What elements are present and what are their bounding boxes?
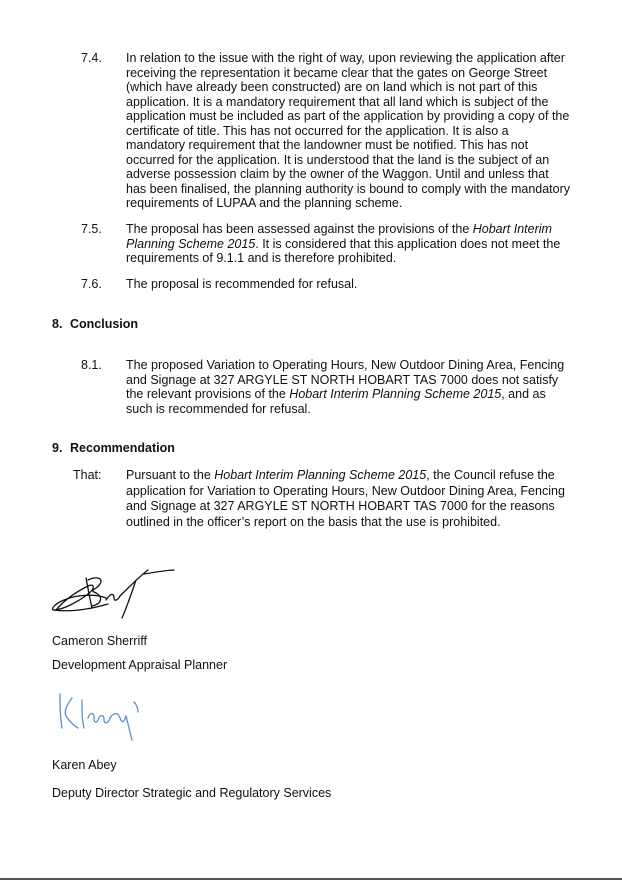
text-segment: The proposal has been assessed against the provisions of the xyxy=(126,222,473,236)
scheme-name: Hobart Interim Planning Scheme 2015 xyxy=(126,222,552,251)
scheme-name: Hobart Interim Planning Scheme 2015 xyxy=(214,468,427,482)
section-heading-recommendation xyxy=(52,441,175,456)
section-heading-conclusion xyxy=(52,317,138,332)
recommendation-body xyxy=(73,468,573,530)
paragraph-7-4 xyxy=(81,51,571,211)
signature-cameron-sherriff xyxy=(48,566,180,626)
section-title: Recommendation xyxy=(70,441,175,455)
paragraph-text: In relation to the issue with the right of way, upon reviewing the application after receiving the representation it became clear that the gates on George Street (which have already been constructed) are on land which is not part of this application. It is a mandatory requirement that all land which is subject of the application must be included as part of the application by providing a copy of the certificate of title. This has not occurred for the application. It is also a mandatory requirement that the landowner must be notified. This has not occurred for the application. It is understood that the land is the subject of an adverse possession claim by the owner of the Waggon. Until and unless that has been finalised, the planning authority is bound to comply with the mandatory requirements of LUPAA and the planning scheme. xyxy=(126,51,571,210)
paragraph-number: 8.1. xyxy=(81,358,102,372)
paragraph-7-5 xyxy=(81,222,571,267)
paragraph-7-6 xyxy=(81,277,571,293)
signatory-role: Deputy Director Strategic and Regulatory Services xyxy=(52,786,332,800)
section-title: Conclusion xyxy=(70,317,139,331)
text-segment: , and as such is recommended for refusal. xyxy=(126,387,546,416)
text-segment: The proposed Variation to Operating Hours, New Outdoor Dining Area, Fencing and Signage at 327 ARGYLE ST NORTH HOBART TAS 7000 does not satisfy the relevant provisions of the xyxy=(126,358,565,401)
signatory-role: Development Appraisal Planner xyxy=(52,658,228,672)
section-number: 8. xyxy=(52,317,63,331)
signatory-name: Karen Abey xyxy=(52,758,117,772)
paragraph-text: The proposal is recommended for refusal. xyxy=(126,277,358,291)
signature-karen-abey xyxy=(52,688,144,744)
paragraph-number: 7.6. xyxy=(81,277,102,291)
text-segment: . It is considered that this application does not meet the requirements of 9.1.1 and is therefore prohibited. xyxy=(126,236,561,265)
signatory-name: Cameron Sherriff xyxy=(52,634,147,648)
recommendation-text xyxy=(126,468,573,530)
paragraph-number: 7.4. xyxy=(81,51,102,65)
scheme-name: Hobart Interim Planning Scheme 2015 xyxy=(289,387,502,401)
paragraph-text xyxy=(126,358,571,416)
paragraph-number: 7.5. xyxy=(81,222,102,236)
text-segment: , the Council refuse the application for Variation to Operating Hours, New Outdoor Dining Area, Fencing and Signage at 327 ARGYLE ST NORTH HOBART TAS 7000 for the reasons outlined in the officer’s report on the basis that the use is prohibited. xyxy=(126,468,565,529)
paragraph-8-1 xyxy=(81,358,571,418)
paragraph-text xyxy=(126,222,571,266)
recommendation-label: That: xyxy=(73,468,102,482)
section-number: 9. xyxy=(52,441,63,455)
text-segment: Pursuant to the xyxy=(126,468,215,482)
